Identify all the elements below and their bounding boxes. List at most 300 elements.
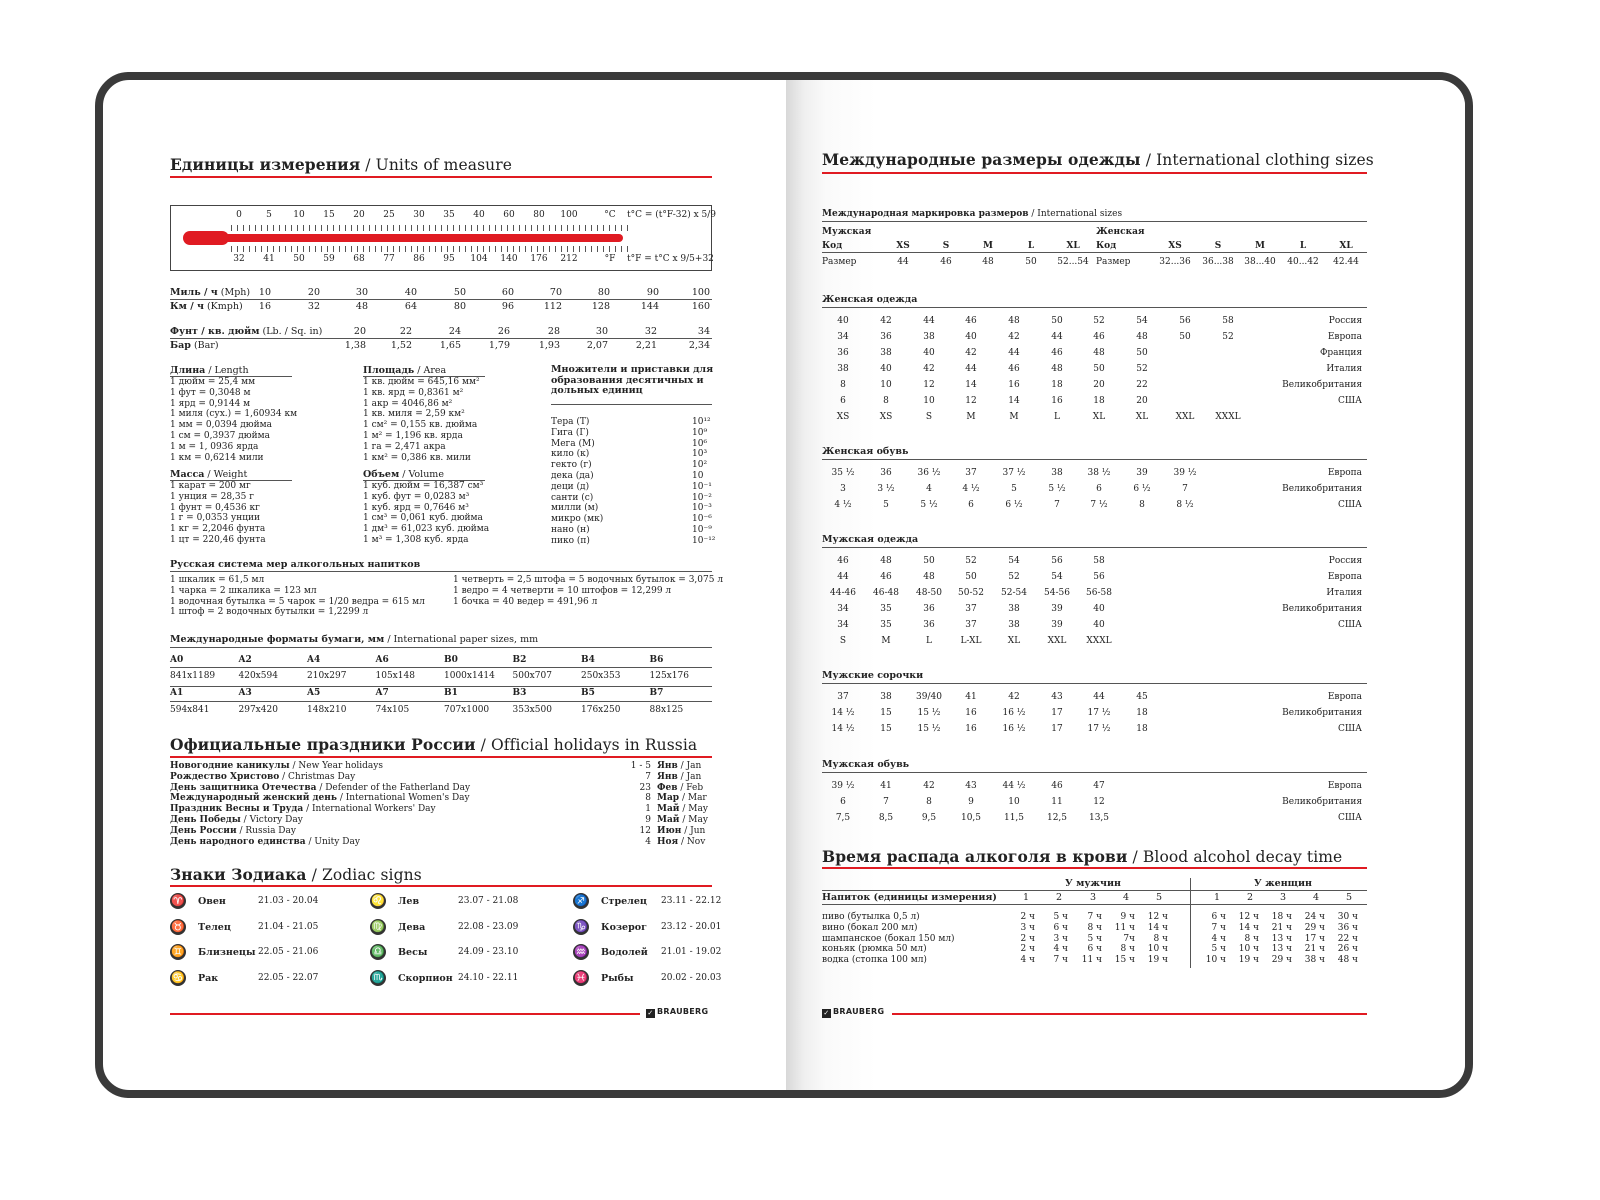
size-cell: 16 [1008,380,1020,390]
zodiac-9-icon: ♑ [574,919,588,933]
size-cell: 44 [1093,692,1105,702]
thermo-tick-label: 104 [470,254,488,264]
row-label [170,340,219,351]
zodiac-7-icon: ♏ [371,970,385,984]
men-time: 6 ч [1087,944,1102,955]
prefix-power: 10⁻³ [692,503,712,514]
country: Европа [1327,332,1362,342]
men-time: 9 ч [1120,912,1135,922]
size-cell: 17 ½ [1087,724,1111,734]
value-cell: 32 [307,301,320,312]
size: 40...42 [1287,257,1319,267]
size-cell: 46 [837,556,849,566]
paper-size: 105x148 [375,671,415,681]
size-cell: 14 [965,380,977,390]
title: Длина [170,365,206,376]
zodiac-dates: 24.10 - 22.11 [458,972,519,983]
thermo-tick-label: 100 [560,210,578,220]
men-time: 3 ч [1053,933,1068,944]
prefix-power: 10 [692,471,704,481]
en: / Unity Day [305,836,360,847]
thermo-tick-label: 25 [383,210,395,220]
unit-col: 5 [1345,892,1353,903]
title: Площадь [363,365,415,376]
size-cell: 54 [1051,572,1063,582]
zodiac-dates: 21.01 - 19.02 [661,947,722,957]
unit-col: 3 [1089,892,1097,903]
conversion-item: 1 см = 0,3937 дюйма [170,431,270,441]
section-title [170,469,247,480]
zodiac-dates: 21.03 - 20.04 [258,896,319,906]
women-time: 22 ч [1337,933,1358,944]
conversion-item: 1 кг = 2,2046 фунта [170,524,266,535]
section-title: Мужские сорочки [822,670,924,681]
zodiac-name: Дева [398,921,426,933]
divider [170,701,712,702]
value-cell: 64 [404,301,417,312]
divider [822,252,1367,253]
size-cell: 46 [1008,364,1020,374]
measure-item: 1 шкалик = 61,5 мл [170,575,265,585]
women-time: 7 ч [1211,922,1226,933]
size-cell: 56 [1051,556,1063,566]
country: Великобритания [1282,708,1362,718]
men-time: 5 ч [1087,933,1102,944]
size-cell: 52-54 [1001,588,1027,598]
drink-header: Напиток (единицы измерения) [822,892,997,903]
size-cell: 15 [880,708,892,718]
size-cell: 4 ½ [834,500,852,510]
size-cell: 8 [840,380,846,390]
drink-name: пиво (бутылка 0,5 л) [822,912,920,922]
thermo-formula: t°F = t°C x 9/5+32 [627,254,714,264]
paper-size: 707x1000 [444,705,490,715]
country: Великобритания [1282,380,1362,390]
size-cell: 47 [1093,781,1105,791]
prefix-name: дека (да) [551,471,594,481]
men-time: 11 ч [1081,955,1102,966]
size-cell: XL [1135,412,1149,422]
size-cell: 42 [923,781,935,791]
thermo-unit: °C [604,210,616,220]
label: Фунт / кв. дюйм [170,326,260,337]
country: Франция [1319,348,1362,358]
thermo-tick-label: 40 [473,210,485,220]
en: / Defender of the Fatherland Day [316,782,471,793]
size-cell: XS [879,412,893,422]
country: США [1338,500,1362,510]
prefix-power: 10⁻¹² [692,535,716,546]
men-time: 8 ч [1087,922,1102,933]
code: M [983,241,993,251]
holiday-name [170,826,296,837]
value-cell: 1,65 [439,340,461,351]
men-time: 3 ч [1020,922,1035,933]
size-cell: XXL [1175,412,1195,422]
prefix-name: Тера (Т) [551,417,590,427]
value-cell: 160 [691,301,710,312]
holiday-month [657,815,708,826]
divider [822,890,1367,891]
divider [1190,878,1191,968]
month: Май [657,804,680,815]
month: Янв [657,761,678,771]
conversion-item: 1 га = 2,471 акра [363,441,446,452]
size-cell: 45 [1136,692,1148,702]
size-cell: 17 ½ [1087,708,1111,718]
paper-size: 841x1189 [170,671,216,681]
paper-size: 210x297 [307,671,347,681]
size-cell: 8,5 [878,813,894,823]
ru: День России [170,825,237,836]
country: США [1338,396,1362,406]
conversion-item: 1 куб. дюйм = 16,387 см³ [363,481,484,491]
ru: День Победы [170,815,241,825]
size-cell: 52 [965,556,977,566]
size-label: Размер [1096,257,1131,267]
zodiac-5-icon: ♍ [371,919,385,933]
size-cell: 39/40 [916,692,942,702]
paper-size: 297x420 [238,705,278,715]
brauberg-logo: ✓ BRAUBERG [647,1007,709,1017]
size-cell: XXL [1047,636,1067,646]
men-time: 5 ч [1053,912,1068,922]
month-en: / May [679,804,708,815]
thermo-tick-label: 86 [413,254,425,264]
size-cell: 6 [840,396,846,406]
size-cell: 38 [1008,620,1020,630]
divider [822,547,1367,548]
paper-size: 594x841 [170,705,210,715]
size-cell: 15 ½ [917,708,941,718]
size-cell: 46 [1051,348,1063,358]
size-cell: 36 [880,468,892,478]
divider [170,299,712,300]
size-cell: 44 [923,316,935,326]
size-cell: 11,5 [1003,813,1025,823]
size-cell: 44 ½ [1002,781,1026,791]
size-cell: 5 [883,500,889,510]
size-cell: 38 [1008,604,1020,614]
size-cell: 15 ½ [917,724,941,734]
value-cell: 1,38 [344,340,366,351]
size-cell: 10 [880,380,892,390]
prefix-power: 10⁻⁹ [692,525,712,535]
zodiac-6-icon: ♎ [371,945,385,958]
zodiac-title: Знаки Зодиака / Zodiac signs [170,865,422,884]
size-cell: 48-50 [916,588,942,598]
size-cell: 39 [1136,468,1148,478]
women-time: 36 ч [1337,922,1358,933]
thermo-tick-label: 20 [353,210,365,220]
size-cell: 40 [880,364,892,374]
size-cell: 44 [1008,348,1020,358]
size-cell: 42 [965,348,977,358]
zodiac-dates: 22.05 - 21.06 [258,947,319,957]
code: XS [1168,241,1182,251]
thermo-tick-label: 0 [236,210,242,220]
size-cell: 35 ½ [831,468,855,478]
prefix-name: пико (п) [551,535,590,546]
thermo-tick-label: 68 [353,254,365,264]
holiday-month [657,804,708,815]
divider [822,904,1367,905]
size-cell: 18 [1136,708,1148,718]
unit-col: 1 [1213,892,1221,903]
size-cell: 52 [1008,572,1020,582]
divider [170,571,712,572]
size-cell: 5 [1011,484,1017,494]
size-cell: 48 [1051,364,1063,374]
size-cell: 38 [1051,468,1063,478]
zodiac-name: Стрелец [601,896,647,907]
zodiac-dates: 21.04 - 21.05 [258,921,319,932]
code: XL [1339,241,1353,251]
unit-col: 2 [1246,892,1254,903]
en: / Victory Day [240,815,303,825]
size-cell: XS [836,412,850,422]
size-cell: XL [1007,636,1021,646]
size-cell: 18 [1136,724,1148,734]
zodiac-dates: 23.07 - 21.08 [458,896,519,906]
value-cell: 50 [453,287,466,298]
zodiac-name: Лев [398,896,420,907]
size-cell: 44 [965,364,977,374]
size-cell: 48 [1136,332,1148,342]
prefix-name: микро (мк) [551,514,604,525]
paper-title [170,634,538,645]
size-cell: 16 [1051,396,1063,406]
conversion-item: 1 см³ = 0,061 куб. дюйма [363,513,483,524]
size-cell: 56 [1179,316,1191,326]
size-cell: 43 [1051,692,1063,702]
title: Масса [170,469,205,480]
size-cell: 14 ½ [831,708,855,718]
en: / International Workers' Day [303,804,436,815]
conversion-item: 1 км = 0,6214 мили [170,452,264,463]
zodiac-8-icon: ♐ [574,894,588,907]
women-time: 10 ч [1205,955,1226,966]
women-time: 8 ч [1244,933,1259,944]
value-cell: 34 [697,326,710,337]
size-cell: 5 ½ [1048,484,1066,494]
alcohol-title: Время распада алкоголя в крови / Blood alcohol decay time [822,847,1343,866]
label: Миль / ч [170,287,218,298]
women-header: У женщин [1254,878,1312,889]
size: 48 [982,257,994,267]
paper-format: B7 [649,688,664,698]
divider [822,772,1367,773]
size-cell: 22 [1136,380,1148,390]
month-en: / Feb [677,782,704,793]
size-cell: 50 [965,572,977,582]
size-cell: 54 [1136,316,1148,326]
paper-size: 353x500 [512,705,552,715]
code-label: Код [1096,241,1117,251]
drink-name: вино (бокал 200 мл) [822,922,918,933]
thermo-tick-label: 212 [560,254,578,264]
men-time: 12 ч [1147,912,1168,922]
zodiac-name: Телец [198,921,231,933]
holiday-name [170,761,383,772]
brauberg-logo: ✓ BRAUBERG [823,1007,885,1017]
divider [170,667,712,668]
month-en: / Jan [677,771,702,782]
size-cell: 16 [965,708,977,718]
thermo-tick-label: 30 [413,210,425,220]
size-cell: 35 [880,604,892,614]
holiday-day: 4 [645,836,651,847]
thermometer [170,205,717,271]
size-cell: 50 [1093,364,1105,374]
size-cell: 46 [880,572,892,582]
divider [170,647,712,648]
title-en: / Weight [204,469,248,480]
size: 36...38 [1202,257,1234,267]
country: США [1338,813,1362,823]
size-cell: 42 [880,316,892,326]
thermo-tick-label: 140 [500,254,518,264]
divider [822,307,1367,308]
conversion-item: 1 куб. ярд = 0,7646 м³ [363,502,469,513]
size-cell: 7 ½ [1090,500,1108,510]
title-en: / Volume [399,469,444,480]
paper-size: 1000x1414 [444,671,495,681]
marking-title: Международная маркировка размеров / International sizes [822,209,1123,219]
size-cell: 35 [880,620,892,630]
men-time: 4 ч [1020,955,1035,966]
prefix-power: 10¹² [692,417,711,427]
thermo-tick-label: 77 [383,254,395,264]
measure-item: 1 четверть = 2,5 штофа = 5 водочных бутылок = 3,075 л [453,575,724,585]
size-cell: 52 [1093,316,1105,326]
size-cell: XL [1092,412,1106,422]
size-cell: 17 [1051,708,1063,718]
women-time: 29 ч [1271,955,1292,966]
prefix-power: 10⁹ [692,427,708,438]
measure-item: 1 бочка = 40 ведер = 491,96 л [453,596,598,607]
prefix-name: санти (с) [551,492,594,503]
prefix-power: 10⁻¹ [692,481,712,492]
zodiac-dates: 22.05 - 22.07 [258,972,319,983]
country: Великобритания [1282,797,1362,807]
conversion-item: 1 км² = 0,386 кв. мили [363,452,471,463]
size-cell: 17 [1051,724,1063,734]
conversion-item: 1 м² = 1,196 кв. ярда [363,431,463,441]
ru: День защитника Отечества [170,782,317,793]
size-cell: L [926,636,932,646]
paper-format: A7 [375,688,389,698]
code: L [1027,241,1035,251]
size-cell: 39 ½ [831,781,855,791]
month: Мар [657,793,680,804]
paper-format: A2 [238,655,252,665]
paper-size: 250x353 [581,671,621,681]
prefix-power: 10⁶ [692,438,708,449]
size-cell: 54-56 [1044,588,1070,598]
label: Км / ч [170,301,204,312]
paper-format: B3 [512,688,527,698]
holiday-name [170,783,470,794]
value-cell: 70 [549,287,562,298]
unit-col: 5 [1155,892,1163,903]
section-title [363,469,444,480]
prefix-name: Мега (М) [551,438,595,449]
value-cell: 48 [355,301,368,312]
unit-col: 2 [1055,892,1063,903]
size: 46 [940,257,952,267]
size-cell: S [839,636,847,646]
month: Янв [657,771,678,782]
size-cell: 9,5 [921,813,937,823]
marking-women-label: Женская [1096,227,1145,237]
size: 50 [1025,257,1037,267]
size-cell: 8 [926,797,932,807]
value-cell: 2,21 [635,340,657,351]
women-time: 14 ч [1238,922,1259,933]
section-title: Женская одежда [822,294,918,305]
size-cell: 41 [880,781,892,791]
thermo-tick-label: 176 [530,254,548,264]
value-cell: 1,79 [488,340,510,351]
month-en: / Jan [677,761,702,771]
women-time: 17 ч [1304,933,1325,944]
code: S [1214,241,1222,251]
size-cell: 18 [1093,396,1105,406]
title-en: / Length [205,365,249,376]
value-cell: 30 [595,326,608,337]
size-cell: 12 [923,380,935,390]
size-cell: 10 [923,396,935,406]
zodiac-dates: 22.08 - 23.09 [458,921,519,932]
paper-size: 176x250 [581,705,621,715]
size-cell: 10,5 [960,813,982,823]
value-cell: 26 [497,326,510,337]
size-cell: S [925,412,933,422]
size-cell: M [1009,412,1019,422]
size-cell: 38 [923,332,935,342]
size-cell: 48 [880,556,892,566]
zodiac-name: Водолей [601,947,648,958]
country: Европа [1327,572,1362,582]
country: Россия [1328,316,1362,326]
value-cell: 1,52 [390,340,412,351]
prefix-name: милли (м) [551,503,599,514]
zodiac-name: Скорпион [398,972,453,984]
conversion-item: 1 цт = 220,46 фунта [170,535,266,545]
code: XS [896,241,910,251]
size-cell: 9 [968,797,974,807]
ru: Новогодние каникулы [170,761,290,771]
men-header: У мужчин [1065,878,1121,889]
conversion-item: 1 миля (сух.) = 1,60934 км [170,409,298,420]
zodiac-dates: 20.02 - 20.03 [661,972,722,983]
women-time: 38 ч [1304,955,1325,966]
size-cell: 14 ½ [831,724,855,734]
size-cell: 36 [880,332,892,342]
conversion-item: 1 г = 0,0353 унции [170,513,260,524]
marking-men-label: Мужская [822,227,872,237]
size-cell: 6 [840,797,846,807]
size-cell: 46 [1051,781,1063,791]
women-time: 4 ч [1211,933,1226,944]
size-cell: 37 [965,604,977,614]
zodiac-name: Козерог [601,921,647,933]
value-cell: 2,07 [586,340,608,351]
size-cell: L [1054,412,1060,422]
conversion-item: 1 дюйм = 25,4 мм [170,377,256,387]
conversion-item: 1 дм³ = 61,023 куб. дюйма [363,524,490,535]
